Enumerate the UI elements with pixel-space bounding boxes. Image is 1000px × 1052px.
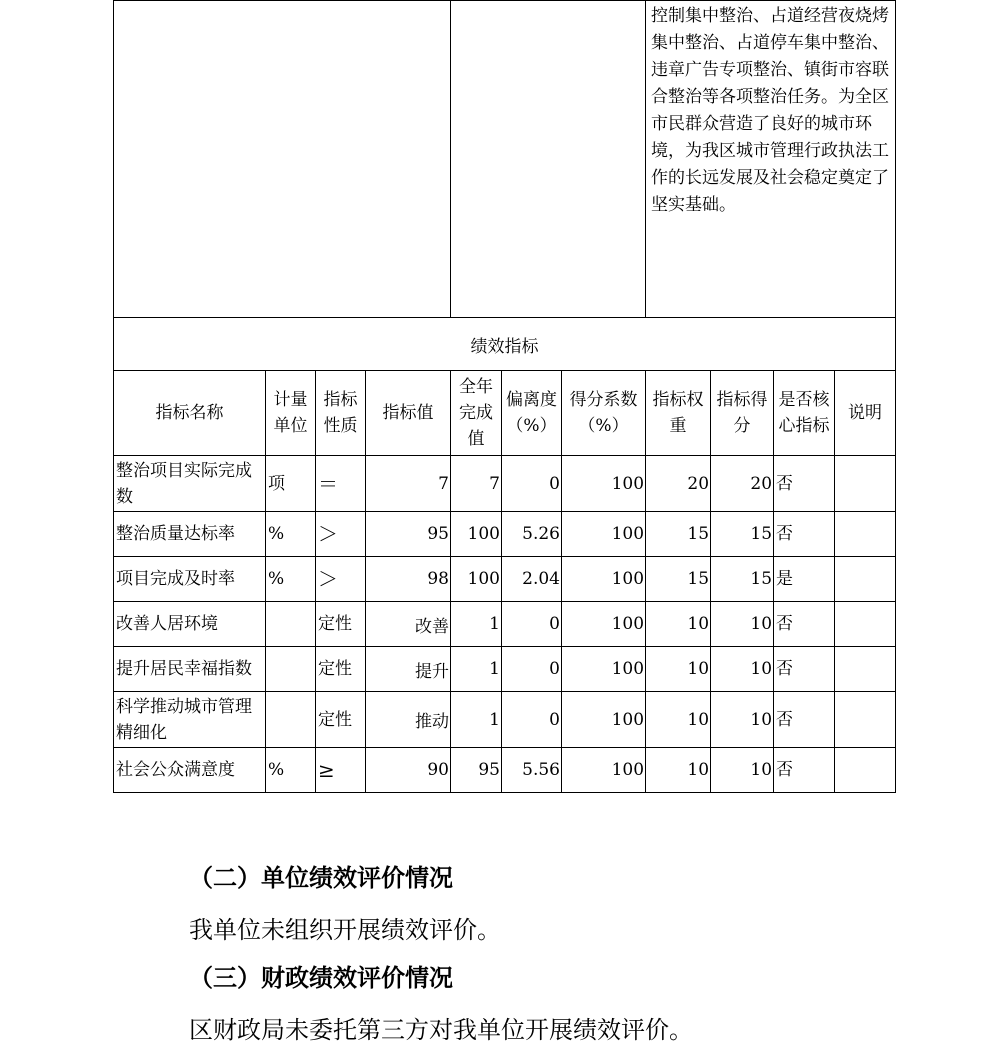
nature: ＞	[316, 557, 366, 602]
deviation: 0	[502, 456, 562, 512]
nature: ≥	[316, 748, 366, 793]
section-heading-2: （二）单位绩效评价情况	[189, 863, 453, 892]
unit: %	[266, 748, 316, 793]
table-row	[114, 748, 896, 793]
narrative-text: 控制集中整治、占道经营夜烧烤集中整治、占道停车集中整治、违章广告专项整治、镇街市容联合整治等各项整治任务。为全区市民群众营造了良好的城市环境，为我区城市管理行政执法工作的长远发展及社会稳定奠定了坚实基础。	[646, 1, 896, 318]
unit	[266, 647, 316, 692]
nature: 定性	[316, 692, 366, 748]
deviation: 5.26	[502, 512, 562, 557]
indicator-name: 科学推动城市管理精细化	[114, 692, 266, 748]
note	[835, 647, 896, 692]
nature: ＝	[316, 456, 366, 512]
note	[835, 602, 896, 647]
score-coefficient: 100	[562, 512, 646, 557]
narrative-row	[114, 1, 896, 318]
weight: 15	[646, 512, 711, 557]
weight: 10	[646, 692, 711, 748]
note	[835, 557, 896, 602]
indicator-name: 提升居民幸福指数	[114, 647, 266, 692]
unit	[266, 602, 316, 647]
indicator-name: 项目完成及时率	[114, 557, 266, 602]
score-coefficient: 100	[562, 692, 646, 748]
target-value: 改善	[366, 602, 451, 647]
score-coefficient: 100	[562, 748, 646, 793]
score-coefficient: 100	[562, 557, 646, 602]
actual-value: 1	[451, 647, 502, 692]
target-value: 95	[366, 512, 451, 557]
note	[835, 692, 896, 748]
col-header: 计量单位	[266, 371, 316, 456]
table-row	[114, 602, 896, 647]
nature: ＞	[316, 512, 366, 557]
core-flag: 是	[774, 557, 835, 602]
note	[835, 456, 896, 512]
actual-value: 7	[451, 456, 502, 512]
indicator-name: 整治质量达标率	[114, 512, 266, 557]
core-flag: 否	[774, 748, 835, 793]
nature: 定性	[316, 602, 366, 647]
empty-cell	[114, 1, 451, 318]
weight: 10	[646, 647, 711, 692]
indicator-name: 整治项目实际完成数	[114, 456, 266, 512]
deviation: 0	[502, 602, 562, 647]
score-coefficient: 100	[562, 647, 646, 692]
col-header: 指标名称	[114, 371, 266, 456]
unit: 项	[266, 456, 316, 512]
score: 20	[711, 456, 774, 512]
weight: 15	[646, 557, 711, 602]
actual-value: 95	[451, 748, 502, 793]
col-header: 指标值	[366, 371, 451, 456]
score: 10	[711, 692, 774, 748]
col-header: 偏离度（%）	[502, 371, 562, 456]
performance-table	[113, 0, 896, 793]
score: 10	[711, 602, 774, 647]
target-value: 90	[366, 748, 451, 793]
weight: 10	[646, 748, 711, 793]
paragraph-2: 我单位未组织开展绩效评价。	[189, 916, 501, 944]
score-coefficient: 100	[562, 602, 646, 647]
col-header: 全年完成值	[451, 371, 502, 456]
actual-value: 100	[451, 512, 502, 557]
section-heading-3: （三）财政绩效评价情况	[189, 963, 453, 992]
note	[835, 512, 896, 557]
actual-value: 1	[451, 602, 502, 647]
col-header: 是否核心指标	[774, 371, 835, 456]
nature: 定性	[316, 647, 366, 692]
actual-value: 100	[451, 557, 502, 602]
score: 15	[711, 557, 774, 602]
empty-cell	[451, 1, 646, 318]
indicator-name: 社会公众满意度	[114, 748, 266, 793]
unit: %	[266, 512, 316, 557]
col-header: 指标得分	[711, 371, 774, 456]
target-value: 98	[366, 557, 451, 602]
paragraph-3: 区财政局未委托第三方对我单位开展绩效评价。	[189, 1016, 693, 1044]
table-row	[114, 512, 896, 557]
target-value: 推动	[366, 692, 451, 748]
score: 15	[711, 512, 774, 557]
deviation: 0	[502, 647, 562, 692]
deviation: 2.04	[502, 557, 562, 602]
indicator-name: 改善人居环境	[114, 602, 266, 647]
note	[835, 748, 896, 793]
unit	[266, 692, 316, 748]
table-row	[114, 557, 896, 602]
score: 10	[711, 647, 774, 692]
core-flag: 否	[774, 692, 835, 748]
table-row	[114, 692, 896, 748]
col-header: 指标权重	[646, 371, 711, 456]
section-title: 绩效指标	[114, 318, 896, 371]
core-flag: 否	[774, 512, 835, 557]
actual-value: 1	[451, 692, 502, 748]
score-coefficient: 100	[562, 456, 646, 512]
target-value: 7	[366, 456, 451, 512]
table-row	[114, 456, 896, 512]
weight: 10	[646, 602, 711, 647]
col-header: 说明	[835, 371, 896, 456]
col-header: 得分系数（%）	[562, 371, 646, 456]
deviation: 5.56	[502, 748, 562, 793]
table-row	[114, 647, 896, 692]
unit: %	[266, 557, 316, 602]
header-row	[114, 371, 896, 456]
deviation: 0	[502, 692, 562, 748]
core-flag: 否	[774, 647, 835, 692]
target-value: 提升	[366, 647, 451, 692]
core-flag: 否	[774, 456, 835, 512]
core-flag: 否	[774, 602, 835, 647]
score: 10	[711, 748, 774, 793]
col-header: 指标性质	[316, 371, 366, 456]
weight: 20	[646, 456, 711, 512]
